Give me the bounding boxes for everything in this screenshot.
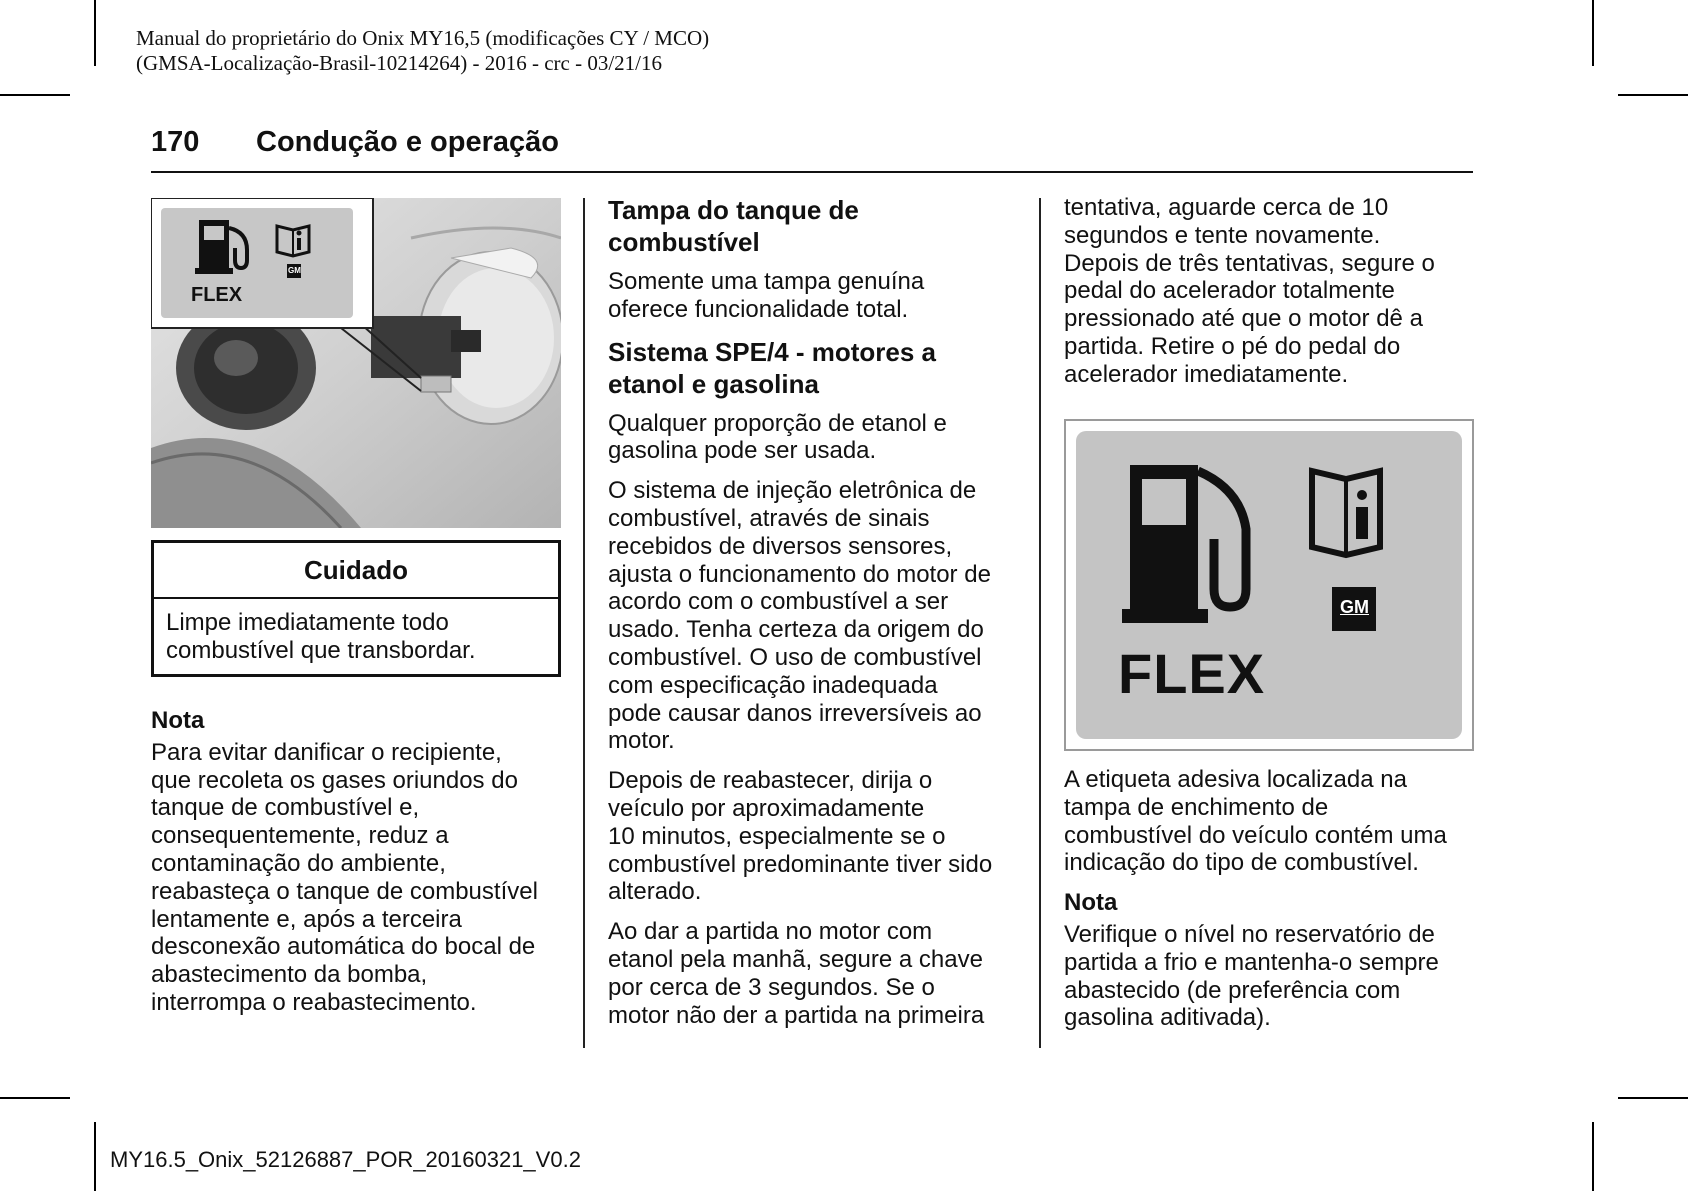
caution-text: Limpe imediatamente todo combustível que transbordar.: [166, 609, 476, 664]
heading-fuel-cap: Tampa do tanque de combustível: [608, 195, 859, 257]
crop-mark-bottom-right-v: [1592, 1122, 1594, 1191]
crop-mark-bottom-left-v: [94, 1122, 96, 1191]
label-gm-text: GM: [1340, 597, 1369, 617]
note-label: Nota: [151, 707, 205, 734]
crop-mark-top-left-h: [0, 94, 70, 96]
caution-title: Cuidado: [154, 543, 558, 599]
right-note-text: Verifique o nível no reservatório de partida a frio e mantenha-o sempre abastecido (de preferência com gasolina aditivada).: [1064, 920, 1439, 1032]
print-header: [136, 26, 709, 76]
crop-mark-top-left-v: [94, 0, 96, 66]
crop-mark-top-right-h: [1618, 94, 1688, 96]
paragraph-genuine-cap: Somente uma tampa genuína oferece funcionalidade total.: [608, 268, 925, 323]
right-column-top: [1064, 194, 1484, 401]
column-divider-1: [583, 198, 585, 1048]
right-note-label: Nota: [1064, 889, 1118, 917]
crop-mark-bottom-right-h: [1618, 1097, 1688, 1099]
paragraph-injection-system: O sistema de injeção eletrônica de combustível, através de sinais recebidos de diversos sensores, ajusta o funcionamento do motor de acordo com o combustível a ser usado. Tenha certeza da origem do combustível. O uso de combustível com especificação inadequada pode causar danos irreversíveis ao motor.: [608, 477, 991, 755]
chapter-title: Condução e operação: [256, 126, 559, 158]
label-flex-text: FLEX: [1118, 642, 1266, 705]
note-text: Para evitar danificar o recipiente, que recoleta os gases oriundos do tanque de combustível e, consequentemente, reduz a contaminação do ambiente, reabasteça o tanque de combustível lentamente e, após a terceira desconexão automática do bocal de abastecimento da bomba, interrompa o reabastecimento.: [151, 738, 538, 1016]
paragraph-ethanol-ratio: Qualquer proporção de etanol e gasolina pode ser usada.: [608, 409, 947, 465]
crop-mark-bottom-left-h: [0, 1097, 70, 1099]
print-header-line2: (GMSA-Localização-Brasil-10214264) - 2016 - crc - 03/21/16: [136, 51, 663, 75]
paragraph-after-refuel: Depois de reabastecer, dirija o veículo por aproximadamente 10 minutos, especialmente se o combustível predominante tiver sido alterado.: [608, 767, 993, 906]
paragraph-adhesive-label: A etiqueta adesiva localizada na tampa de enchimento de combustível do veículo contém uma indicação do tipo de combustível.: [1064, 766, 1447, 877]
paragraph-retry-start: tentativa, aguarde cerca de 10 segundos e tente novamente. Depois de três tentativas, segure o pedal do acelerador totalmente pressionado até que o motor dê a partida. Retire o pé do pedal do acelerador imediatamente.: [1064, 194, 1435, 388]
paragraph-cold-start: Ao dar a partida no motor com etanol pela manhã, segure a chave por cerca de 3 segundos. Se o motor não der a partida na primeira: [608, 918, 985, 1029]
left-note: [151, 707, 571, 1029]
crop-mark-top-right-v: [1592, 0, 1594, 66]
title-rule: [151, 171, 1473, 173]
print-header-line1: Manual do proprietário do Onix MY16,5 (modificações CY / MCO): [136, 26, 710, 50]
callout-gm-label: GM: [288, 266, 301, 275]
callout-flex-label: FLEX: [191, 284, 243, 306]
page-number: 170: [151, 126, 200, 158]
flex-fuel-label-figure: [1064, 419, 1474, 751]
column-divider-2: [1039, 198, 1041, 1048]
middle-column: [608, 194, 1028, 1041]
footer-code: MY16.5_Onix_52126887_POR_20160321_V0.2: [110, 1147, 581, 1172]
caution-box: [151, 540, 561, 677]
fuel-door-illustration: [151, 198, 561, 528]
heading-spe4-system: Sistema SPE/4 - motores a etanol e gasolina: [608, 336, 937, 399]
right-column-bottom: [1064, 766, 1484, 1044]
